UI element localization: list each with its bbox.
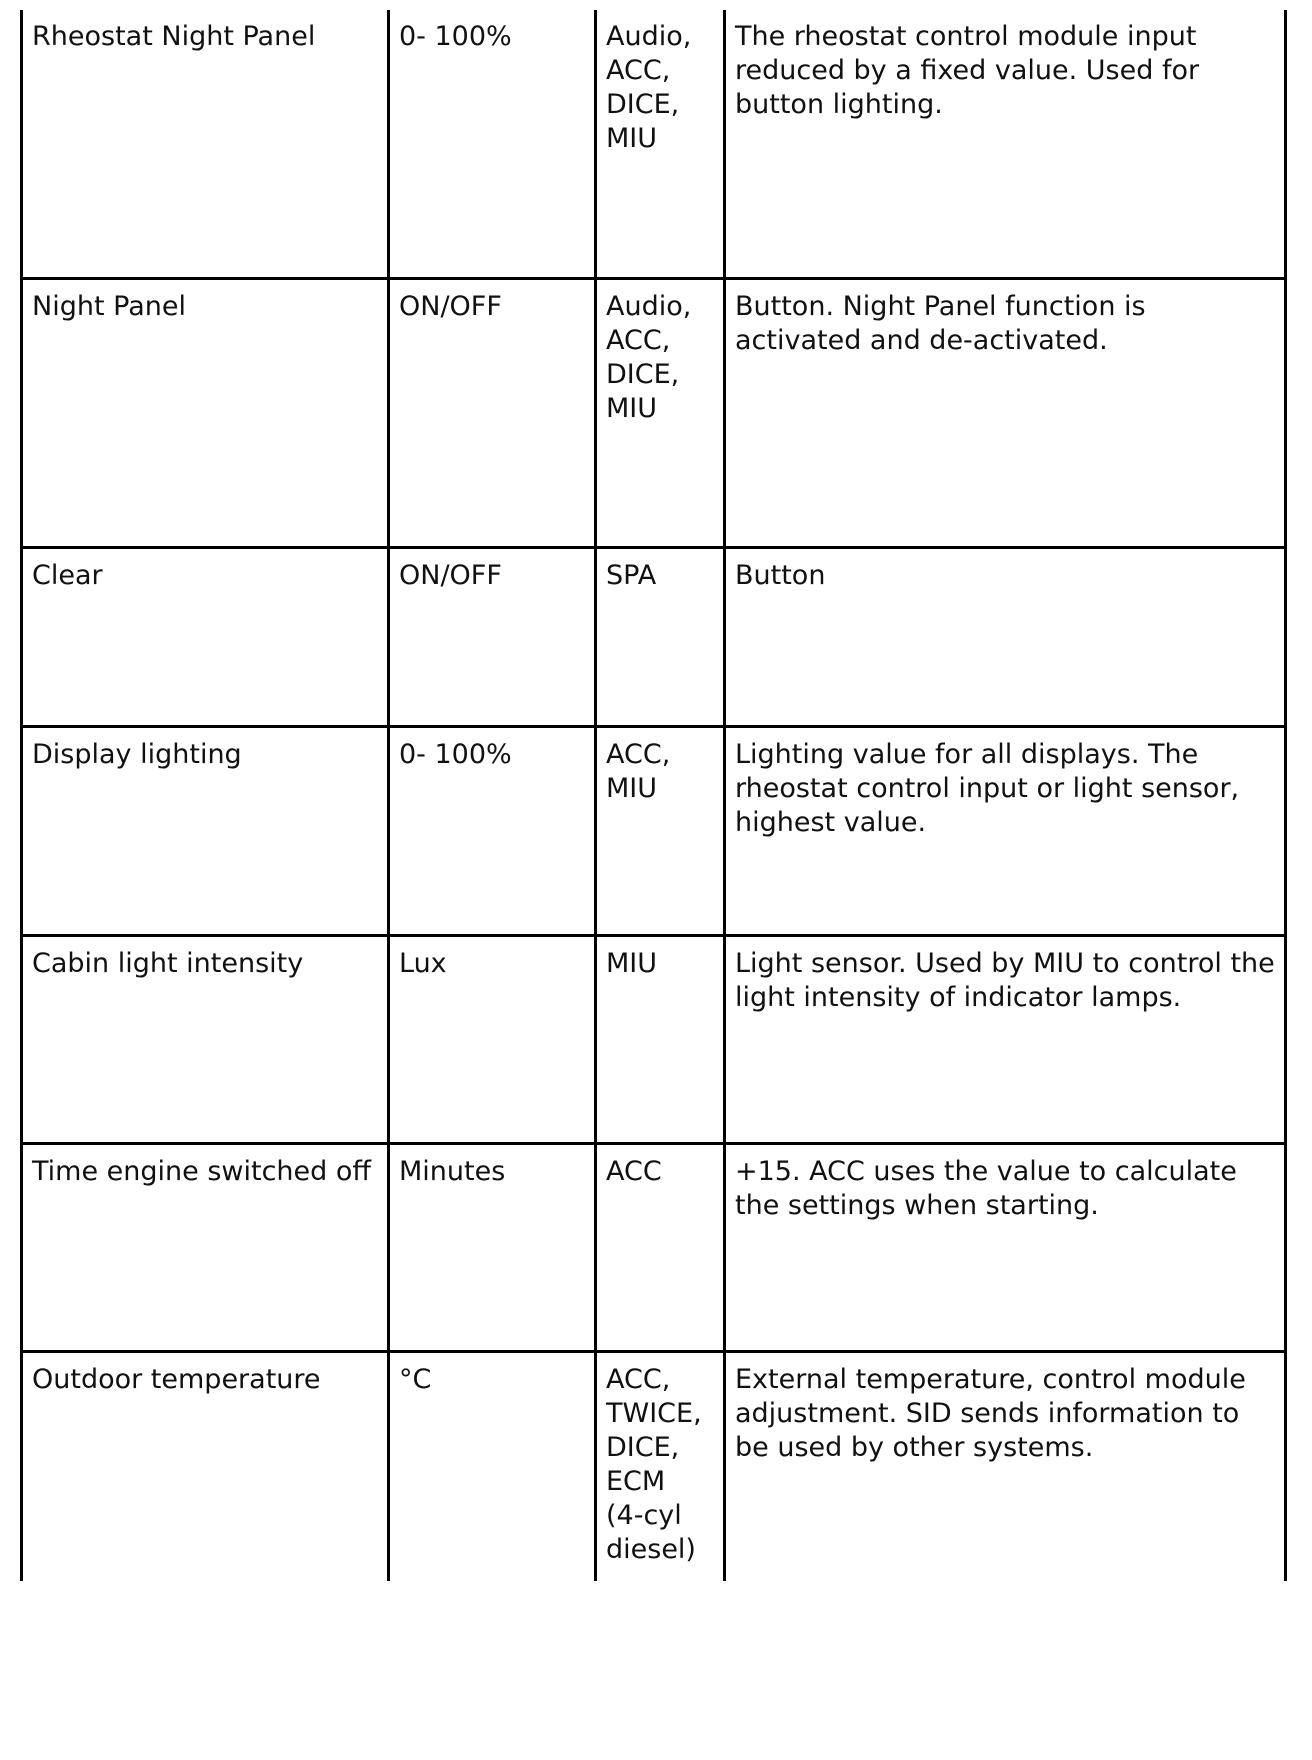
cell-name: Night Panel xyxy=(22,278,389,547)
system-entry: Audio, xyxy=(606,290,692,322)
signal-spec-table xyxy=(20,10,1287,1581)
cell-description: Button xyxy=(725,547,1286,726)
cell-range: ON/OFF xyxy=(389,278,596,547)
system-entry: ACC, xyxy=(606,738,671,770)
cell-description: Light sensor. Used by MIU to control the light intensity of indicator lamps. xyxy=(725,935,1286,1143)
cell-range: Minutes xyxy=(389,1143,596,1351)
system-entry: TWICE, xyxy=(606,1397,702,1429)
system-entry: SPA xyxy=(606,559,657,591)
cell-systems xyxy=(596,1351,725,1581)
system-entry: DICE, xyxy=(606,358,680,390)
system-entry: MIU xyxy=(606,392,658,424)
cell-systems xyxy=(596,10,725,278)
system-entry: ACC, xyxy=(606,324,671,356)
cell-name: Clear xyxy=(22,547,389,726)
table-row xyxy=(22,278,1286,547)
cell-description: External temperature, control module adjustment. SID sends information to be used by other systems. xyxy=(725,1351,1286,1581)
cell-range: Lux xyxy=(389,935,596,1143)
table-row xyxy=(22,1143,1286,1351)
cell-systems xyxy=(596,278,725,547)
system-entry: MIU xyxy=(606,123,658,154)
cell-description: Button. Night Panel function is activated and de-activated. xyxy=(725,278,1286,547)
cell-systems xyxy=(596,1143,725,1351)
system-entry: MIU xyxy=(606,947,658,979)
cell-range: ON/OFF xyxy=(389,547,596,726)
table-row xyxy=(22,10,1286,278)
cell-name: Display lighting xyxy=(22,726,389,935)
table-row xyxy=(22,547,1286,726)
cell-description: Lighting value for all displays. The rheostat control input or light sensor, highest value. xyxy=(725,726,1286,935)
cell-range: 0- 100% xyxy=(389,726,596,935)
system-entry: ACC, xyxy=(606,1363,671,1395)
system-entry: diesel) xyxy=(606,1533,696,1565)
system-entry: (4-cyl xyxy=(606,1499,682,1531)
cell-name: Cabin light intensity xyxy=(22,935,389,1143)
cell-systems xyxy=(596,726,725,935)
system-entry: MIU xyxy=(606,772,658,804)
system-entry: ACC, xyxy=(606,55,671,86)
system-entry: ECM xyxy=(606,1465,666,1497)
table-row xyxy=(22,1351,1286,1581)
cell-description: +15. ACC uses the value to calculate the settings when starting. xyxy=(725,1143,1286,1351)
cell-name: Outdoor temperature xyxy=(22,1351,389,1581)
cell-systems xyxy=(596,547,725,726)
cell-description: The rheostat control module input reduced by a fixed value. Used for button lighting. xyxy=(725,10,1286,278)
system-entry: DICE, xyxy=(606,89,680,120)
table-row xyxy=(22,726,1286,935)
table-row xyxy=(22,935,1286,1143)
cell-name: Time engine switched off xyxy=(22,1143,389,1351)
system-entry: DICE, xyxy=(606,1431,680,1463)
document-page xyxy=(20,10,1284,1581)
cell-range: 0- 100% xyxy=(389,10,596,278)
cell-range: °C xyxy=(389,1351,596,1581)
cell-systems xyxy=(596,935,725,1143)
system-entry: Audio, xyxy=(606,21,692,52)
cell-name: Rheostat Night Panel xyxy=(22,10,389,278)
system-entry: ACC xyxy=(606,1155,662,1187)
